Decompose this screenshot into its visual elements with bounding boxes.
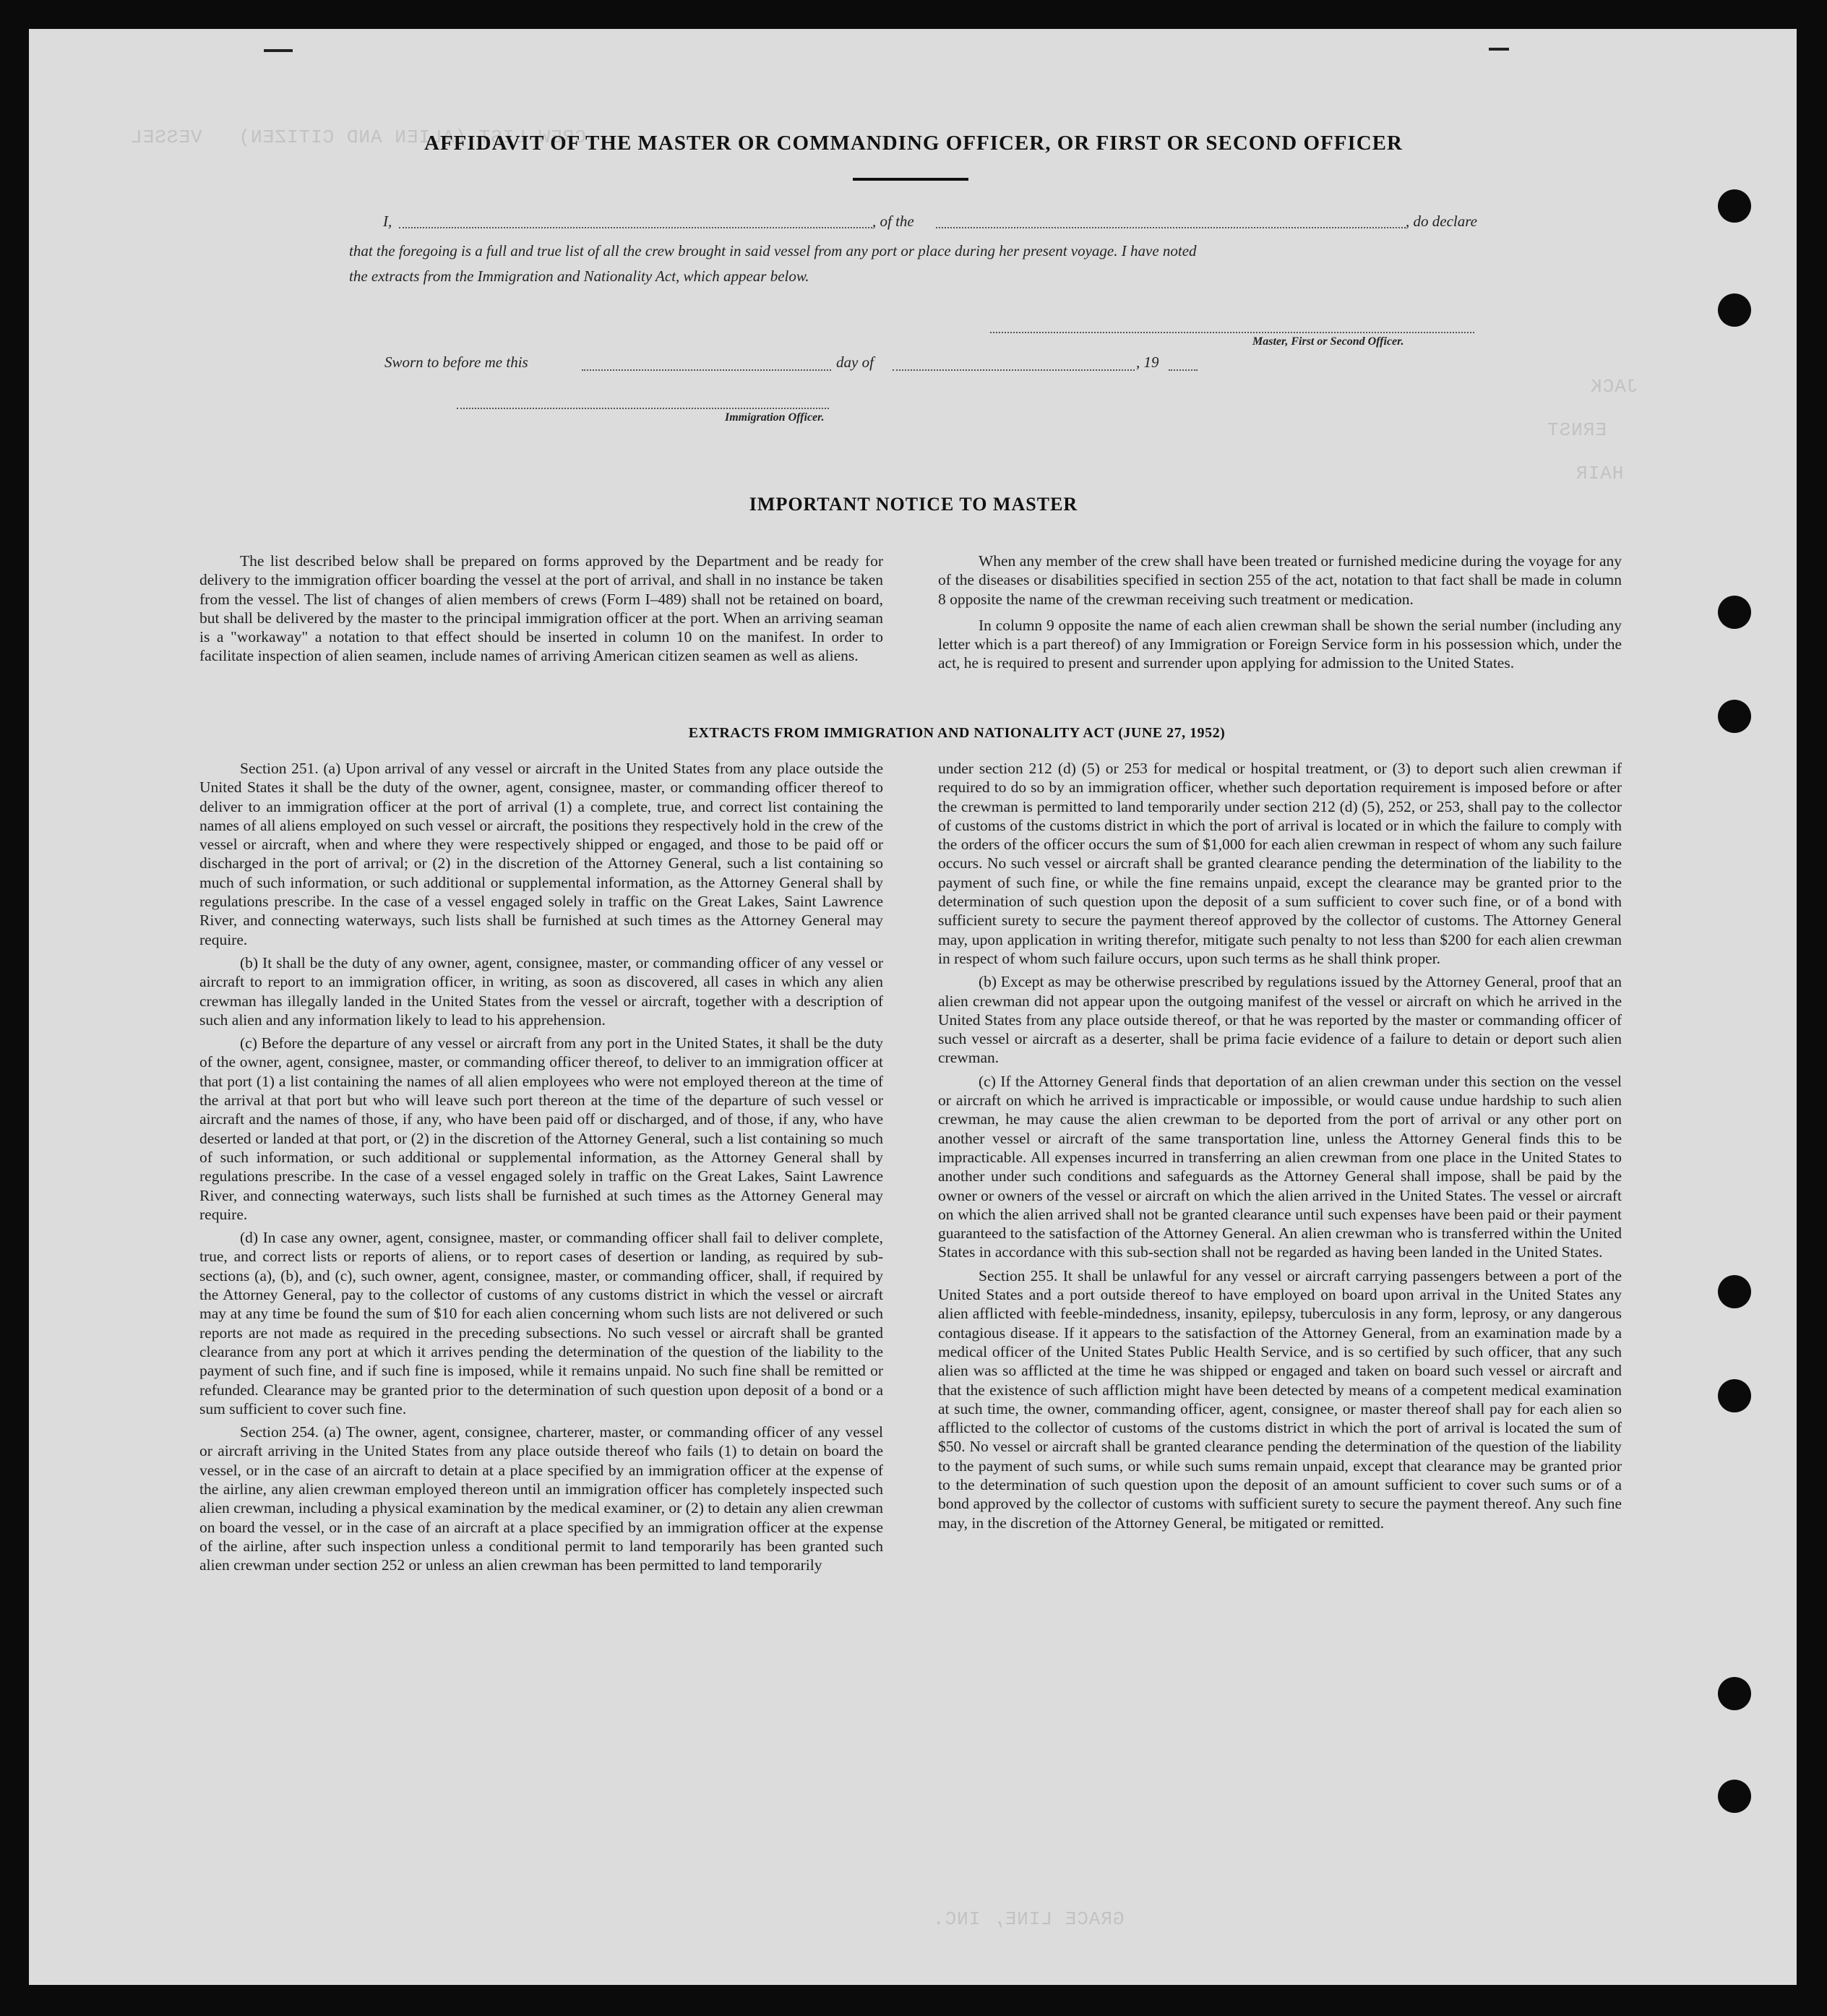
immigration-officer-caption: Immigration Officer. [725,411,825,424]
notice-heading: IMPORTANT NOTICE TO MASTER [749,494,1078,515]
sworn-month-field[interactable] [893,369,1135,371]
binder-hole [1718,1677,1751,1710]
bleed-through-text: JACK [1590,376,1638,398]
bleed-through-text: ERNST [1547,419,1607,441]
master-signature-line[interactable] [990,332,1474,333]
act-section-paragraph: under section 212 (d) (5) or 253 for medical or hospital treatment, or (3) to deport such alien crewman if required to do so by an immigration officer, whether such deportation requirement is imposed before or after the crewman is permitted to land temporarily under section 212 (d) (5), 252, or 253, shall pay to the collector of customs of the customs district in which the port of arrival is located or in which the failure to comply with the orders of the officer occurs the sum of $1,000 for each alien crewman in respect of whom any such failure occurs. No such vessel or aircraft shall be granted clearance pending the determination of the liability to the payment of such fine, or while the fine remains unpaid, except the clearance may be granted prior to the determination of such question upon the deposit of a sum sufficient to cover such fine, or of a bond with sufficient surety to secure the payment thereof approved by the collector of customs. The Attorney General may, upon application in writing therefor, mitigate such penalty to not less than $200 for each alien crewman in respect of whom such failure occurs, upon such terms as he shall think proper. [938,760,1622,967]
statement-line-1: that the foregoing is a full and true list of all the crew brought in said vessel from any port or place during her present voyage. I have noted [349,242,1197,259]
notice-right-column [938,552,1622,677]
act-section-paragraph: (c) Before the departure of any vessel or aircraft from any port in the United States, it shall be the duty of the owner, agent, consignee, master, or commanding officer thereof, to deliver to an immigration officer at that port (1) a list containing the names of all alien employees who were not employed thereon at the time of the arrival at that port but who will leave such port thereon at the time of the departure of such vessel or aircraft and the names of those, if any, who have been paid off or discharged, and of those, if any, who have deserted or landed at that port, or (2) in the discretion of the Attorney General, such a list containing so much of such information, or such additional or supplemental information, as the Attorney General shall by regulations prescribe. In the case of a vessel engaged solely in traffic on the Great Lakes, Saint Lawrence River, and connecting waterways, such lists shall be furnished at such times as the Attorney General may require. [199,1034,883,1223]
act-section-paragraph: Section 254. (a) The owner, agent, consignee, charterer, master, or commanding officer of any vessel or aircraft arriving in the United States from any place outside thereof who fails (1) to detain on board the vessel, or in the case of an aircraft to detain at a place specified by an immigration officer at the expense of the airline, any alien crewman employed thereon until an immigration officer has completely inspected such alien crewman, including a physical examination by the medical examiner, or (2) to detain any alien crewman on board the vessel, or in the case of an aircraft at a place specified by an immigration officer at the expense of the airline, after such inspection unless a conditional permit to land temporarily has been granted such alien crewman under section 252 or unless an alien crewman has been permitted to land temporarily [199,1423,883,1574]
statement-line-2: the extracts from the Immigration and Nationality Act, which appear below. [349,267,809,285]
year-prefix-label: , 19 [1136,353,1159,371]
act-section-paragraph: Section 251. (a) Upon arrival of any vessel or aircraft in the United States from any place outside the United States it shall be the duty of the owner, agent, consignee, master, or commanding officer thereof to deliver to an immigration officer at the port of arrival (1) a complete, true, and correct list containing the names of all aliens employed on such vessel or aircraft, the positions they respectively hold in the crew of the vessel or aircraft, when and where they were respectively shipped or engaged, and those to be paid off or discharged in the port of arrival; or (2) in the discretion of the Attorney General, such a list containing so much of such information, or such additional or supplemental information, as the Attorney General shall by regulations prescribe. In the case of a vessel engaged solely in traffic on the Great Lakes, Saint Lawrence River, and connecting waterways, such lists shall be furnished at such times as the Attorney General may require. [199,760,883,948]
sworn-day-field[interactable] [582,369,831,371]
notice-paragraph: The list described below shall be prepared on forms approved by the Department and be ready for delivery to the immigration officer boarding the vessel at the port of arrival, and shall in no instance be taken from the vessel. The list of changes of alien members of crews (Form I–489) shall not be retained on board, but shall be delivered by the master to the principal immigration officer at the port. When an arriving seaman is a "workaway" a notation to that effect should be inserted in column 10 on the manifest. In order to facilitate inspection of alien seamen, include names of arriving American citizen seamen as well as aliens. [199,552,883,665]
declare-end-label: , do declare [1406,213,1477,230]
binder-hole [1718,189,1751,223]
declare-of-the-label: , of the [872,213,914,230]
bleed-through-text: CREW LIST (ALIEN AND CITIZEN) VESSEL [130,126,586,148]
notice-paragraph: In column 9 opposite the name of each alien crewman shall be shown the serial number (including any letter which is a part thereof) of any Immigration or Foreign Service form in his possession which, under the act, he is required to present and surrender upon applying for admission to the United States. [938,616,1622,672]
extracts-right-column [938,759,1622,1537]
act-section-paragraph: (d) In case any owner, agent, consignee, master, or commanding officer shall fail to deliver complete, true, and correct lists or reports of aliens, or to report cases of desertion or landing, as required by sub-sections (a), (b), and (c), such owner, agent, consignee, master, or commanding officer, shall, if required by the Attorney General, pay to the collector of customs of any customs district in which the vessel or aircraft may at any time be found the sum of $10 for each alien concerning whom such lists are not delivered or such reports are not made as required in the preceding subsections. No such vessel or aircraft shall be granted clearance from any port at which it arrives pending the determination of the question of the liability to the payment of such fine, and if such fine is imposed, while it remains unpaid. No such fine shall be remitted or refunded. Clearance may be granted prior to the determination of such question upon deposit of a bond or a sum sufficient to cover such fine. [199,1229,883,1417]
act-section-paragraph: (b) Except as may be otherwise prescribed by regulations issued by the Attorney General, proof that an alien crewman did not appear upon the outgoing manifest of the vessel or aircraft on which he arrived in the United States from any place outside thereof, or that he was reported by the master or commanding officer of such vessel or aircraft as a deserter, shall be prima facie evidence of a failure to detain or deport such alien crewman. [938,973,1622,1067]
master-signature-caption: Master, First or Second Officer. [1252,335,1404,348]
binder-hole [1718,1379,1751,1412]
day-of-label: day of [836,353,874,371]
sworn-year-field[interactable] [1169,369,1198,371]
binder-hole [1718,1780,1751,1813]
act-section-paragraph: (c) If the Attorney General finds that deportation of an alien crewman under this section on the vessel or aircraft on which he arrived is impracticable or impossible, or would cause undue hardship to such alien crewman, he may cause the alien crewman to be deported from the port of arrival or any other port on another vessel or aircraft of the same transportation line, unless the Attorney General finds this to be impracticable. All expenses incurred in transferring an alien crewman from one place in the United States to another under such conditions and safeguards as the Attorney General shall impose, shall be paid by the owner or owners of the vessel or aircraft on which the alien arrived in the United States. The vessel or aircraft on which the alien arrived shall not be granted clearance until such expenses have been paid or their payment guaranteed to the satisfaction of the Attorney General. An alien crewman who is transferred within the United States in accordance with this sub-section shall not be regarded as having been landed in the United States. [938,1072,1622,1261]
bleed-through-text: GRACE LINE, INC. [932,1908,1125,1930]
vessel-name-field[interactable] [936,227,1406,228]
bleed-through-text: HAIR [1575,463,1624,484]
notice-left-column [199,552,883,670]
declarant-name-field[interactable] [399,227,872,228]
immigration-officer-signature-line[interactable] [457,408,829,409]
declare-i-label: I, [383,213,392,230]
extracts-heading: EXTRACTS FROM IMMIGRATION AND NATIONALITY ACT (JUNE 27, 1952) [688,725,1226,741]
binder-hole [1718,596,1751,629]
sworn-label: Sworn to before me this [384,353,528,371]
affidavit-title: AFFIDAVIT OF THE MASTER OR COMMANDING OFFICER, OR FIRST OR SECOND OFFICER [424,132,1403,155]
act-section-paragraph: (b) It shall be the duty of any owner, agent, consignee, master, or commanding officer of any vessel or aircraft to report to an immigration officer, in writing, as soon as discovered, all cases in which any alien crewman has illegally landed in the United States from the vessel or aircraft, together with a description of such alien and any information likely to lead to his apprehension. [199,953,883,1029]
binder-hole [1718,293,1751,327]
scan-mark [264,49,293,52]
notice-paragraph: When any member of the crew shall have been treated or furnished medicine during the voyage for any of the diseases or disabilities specified in section 255 of the act, notation to that fact shall be made in column 8 opposite the name of the crewman receiving such treatment or medication. [938,552,1622,608]
binder-hole [1718,1275,1751,1308]
act-section-paragraph: Section 255. It shall be unlawful for any vessel or aircraft carrying passengers between a port of the United States and a port outside thereof to have employed on board upon arrival in the United States any alien afflicted with feeble-mindedness, insanity, epilepsy, tuberculosis in any form, leprosy, or any dangerous contagious disease. If it appears to the satisfaction of the Attorney General, from an examination made by a medical officer of the United States Public Health Service, and is so certified by such officer, that any such alien was so afflicted at the time he was shipped or engaged and taken on board such vessel or aircraft and that the existence of such affliction might have been detected by means of a competent medical examination at such time, the owner, commanding officer, agent, consignee, or master thereof shall pay for each alien so afflicted to the collector of customs of the customs district in which the port of arrival is located the sum of $50. No vessel or aircraft shall be granted clearance pending the determination of the question of the liability to the payment of such sums, or while such sums remain unpaid, except that clearance may be granted prior to the determination of such question upon the deposit of an amount sufficient to cover such sums or of a bond approved by the collector of customs with sufficient surety to secure the payment thereof. Any such fine may, in the discretion of the Attorney General, be mitigated or remitted. [938,1266,1622,1532]
scan-mark [1489,48,1509,51]
title-underline [853,178,968,181]
extracts-left-column [199,759,883,1579]
